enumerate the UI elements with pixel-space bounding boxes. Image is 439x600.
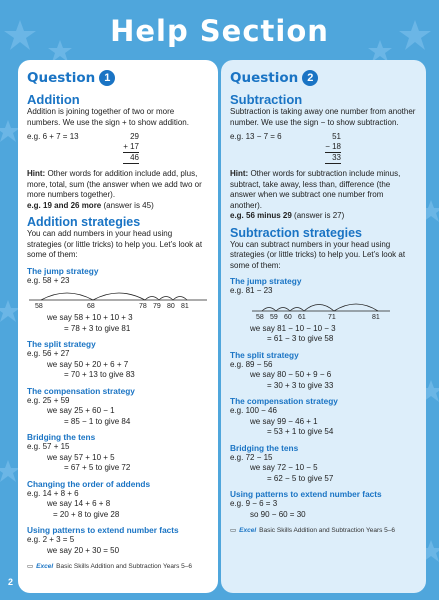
jump-example: e.g. 81 − 23: [230, 286, 273, 295]
patterns-title: Using patterns to extend number facts: [230, 489, 382, 499]
hint-example: [27, 201, 209, 212]
tick-label: 81: [181, 303, 189, 310]
question-number-badge: 2: [302, 70, 318, 86]
bridging-title: Bridging the tens: [27, 432, 96, 442]
hint-label: Hint:: [27, 169, 46, 178]
hint-label: Hint:: [230, 169, 249, 178]
intro-text: Addition is joining together of two or more numbers. We use the sign + to show addition.: [27, 107, 189, 127]
footer-brand: Excel: [36, 562, 54, 570]
compensation-line-2: = 85 − 1 to give 84: [64, 416, 131, 426]
vsum-middle: + 17: [123, 142, 139, 151]
example-equation: e.g. 13 − 7 = 6: [230, 132, 282, 141]
patterns-title: Using patterns to extend number facts: [27, 525, 179, 535]
bridging-line-2: = 62 − 5 to give 57: [267, 473, 334, 483]
order-example: e.g. 14 + 8 + 6: [27, 488, 79, 498]
number-line: [230, 299, 417, 321]
bridging-line-2: = 67 + 5 to give 72: [64, 463, 131, 472]
hint-example-text: e.g. 19 and 26 more: [27, 200, 102, 210]
book-icon: ▭: [230, 527, 237, 534]
tick-label: 79: [153, 303, 161, 310]
number-line-drawing: [27, 288, 209, 304]
order-title: Changing the order of addends: [27, 478, 151, 489]
compensation-line-1: we say 99 − 46 + 1: [250, 416, 318, 426]
page-number: 2: [8, 577, 14, 587]
number-line-drawing: [230, 299, 412, 315]
compensation-example: e.g. 100 − 46: [230, 406, 277, 415]
compensation-line-2: = 53 + 1 to give 54: [267, 427, 334, 436]
number-line: [27, 288, 209, 310]
tick-label: 81: [372, 313, 380, 321]
vsum-middle: − 18: [325, 142, 341, 151]
jump-line-1: we say 58 + 10 + 10 + 3: [47, 313, 133, 322]
example-equation: e.g. 6 + 7 = 13: [27, 132, 79, 141]
hint-body: Other words for subtraction include minus, subtract, take away, less than, difference (the answer when we subtract one number from another).: [230, 169, 401, 210]
split-line-1: we say 50 + 20 + 6 + 7: [47, 359, 129, 369]
jump-line-2: = 61 − 3 to give 58: [267, 334, 334, 343]
split-example: e.g. 89 − 56: [230, 359, 273, 369]
jump-line-2: = 78 + 3 to give 81: [64, 323, 131, 333]
jump-strategy-title: The jump strategy: [230, 276, 302, 286]
hint-text: [230, 169, 417, 211]
question-label: Question: [27, 70, 96, 86]
split-strategy-title: The split strategy: [230, 349, 299, 360]
vsum-top: 51: [332, 132, 341, 141]
split-line-2: = 30 + 3 to give 33: [267, 380, 334, 390]
example-row: [27, 132, 209, 164]
addition-panel: [18, 60, 218, 593]
vertical-sum: [123, 132, 139, 164]
subtraction-panel: [221, 60, 426, 593]
bridging-example: e.g. 57 + 15: [27, 442, 70, 451]
hint-answer: (answer is 45): [101, 200, 154, 210]
compensation-strategy-title: The compensation strategy: [27, 385, 135, 396]
vsum-top: 29: [130, 132, 139, 141]
bridging-line-1: we say 72 − 10 − 5: [250, 463, 318, 472]
hint-body: Other words for addition include add, plus, more, total, sum (the answer when we add two or more numbers together).: [27, 169, 202, 199]
split-strategy-title: The split strategy: [27, 339, 96, 349]
question-number-badge: 1: [99, 70, 115, 86]
order-line-2: = 20 + 8 to give 28: [53, 509, 120, 519]
footer-text: Basic Skills Addition and Subtraction Years 5–6: [259, 526, 396, 534]
tick-label: 60: [284, 313, 292, 321]
footer-brand: Excel: [239, 526, 257, 534]
book-icon: ▭: [27, 563, 34, 570]
strategies-heading: Subtraction strategies: [230, 225, 362, 240]
tick-label: 58: [35, 303, 43, 310]
split-line-1: we say 80 − 50 + 9 − 6: [250, 370, 332, 379]
strategies-heading: Addition strategies: [27, 215, 141, 229]
hint-answer: (answer is 27): [291, 211, 345, 220]
intro-text: Subtraction is taking away one number from another number. We use the sign − to show subtraction.: [230, 107, 416, 127]
tick-label: 59: [270, 313, 278, 321]
footer-text: Basic Skills Addition and Subtraction Years 5–6: [56, 562, 193, 570]
tick-label: 71: [328, 313, 336, 321]
question-header: [27, 70, 209, 86]
tick-label: 80: [167, 303, 175, 310]
patterns-example: e.g. 9 − 6 = 3: [230, 499, 278, 508]
book-footer: [230, 526, 417, 534]
vertical-sum: [325, 132, 341, 164]
bridging-line-1: we say 57 + 10 + 5: [47, 452, 115, 462]
hint-text: [27, 169, 209, 201]
jump-strategy-title: The jump strategy: [27, 265, 99, 276]
example-row: [230, 132, 417, 164]
patterns-line-1: so 90 − 60 = 30: [250, 509, 306, 519]
hint-example: [230, 211, 417, 222]
strategies-intro: You can subtract numbers in your head using strategies (or little tricks) to help you. Let’s look at some of them:: [230, 239, 406, 270]
order-line-1: we say 14 + 6 + 8: [47, 499, 111, 508]
patterns-example: e.g. 2 + 3 = 5: [27, 535, 75, 544]
tick-label: 78: [139, 303, 147, 310]
vsum-result: 46: [123, 153, 139, 164]
compensation-strategy-title: The compensation strategy: [230, 396, 338, 406]
split-line-2: = 70 + 13 to give 83: [64, 370, 135, 379]
jump-example: e.g. 58 + 23: [27, 275, 70, 285]
tick-label: 61: [298, 313, 306, 321]
jump-line-1: we say 81 − 10 − 10 − 3: [250, 323, 336, 333]
tick-label: 58: [256, 313, 264, 321]
strategies-intro: You can add numbers in your head using strategies (or little tricks) to help you. Let’s look at some of them:: [27, 229, 203, 259]
page-title: Help Section: [110, 14, 329, 48]
book-footer: [27, 562, 209, 570]
tick-label: 68: [87, 303, 95, 310]
bridging-title: Bridging the tens: [230, 442, 299, 453]
question-label: Question: [230, 70, 299, 86]
split-example: e.g. 56 + 27: [27, 349, 70, 358]
hint-example-text: e.g. 56 minus 29: [230, 211, 292, 220]
bridging-example: e.g. 72 − 15: [230, 452, 273, 462]
question-header: [230, 70, 417, 86]
compensation-line-1: we say 25 + 60 − 1: [47, 406, 115, 415]
section-heading: Addition: [27, 92, 80, 107]
compensation-example: e.g. 25 + 59: [27, 395, 70, 405]
section-heading: Subtraction: [230, 92, 303, 107]
patterns-line-1: we say 20 + 30 = 50: [47, 545, 120, 555]
vsum-result: 33: [325, 153, 341, 164]
